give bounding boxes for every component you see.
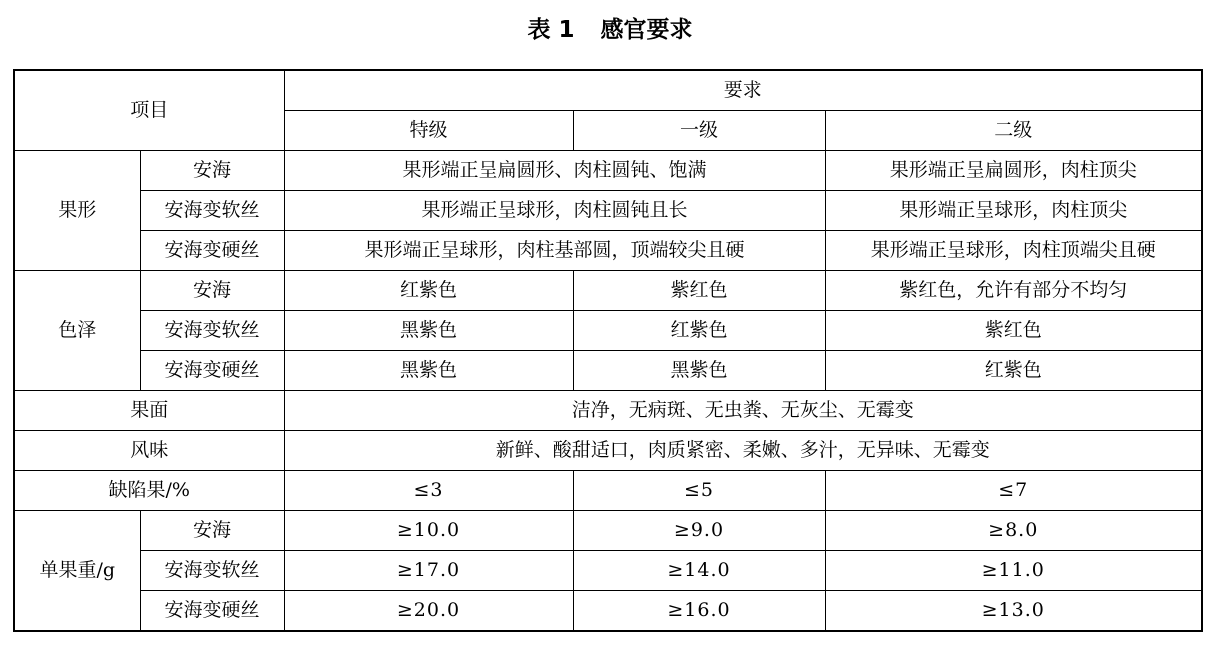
flavor-label: 风味 [14, 431, 284, 471]
table-row [14, 391, 1202, 431]
table-row [14, 471, 1202, 511]
header-row-1 [14, 70, 1202, 111]
table-cell: 紫红色 [825, 311, 1202, 351]
table-cell: ≥8.0 [825, 511, 1202, 551]
table-row [14, 511, 1202, 551]
table-row [14, 591, 1202, 632]
color-label: 色泽 [14, 271, 140, 391]
table-row [14, 271, 1202, 311]
grade-header-first: 一级 [573, 111, 825, 151]
shape-second: 果形端正呈球形，肉柱顶尖 [825, 191, 1202, 231]
table-cell: 红紫色 [284, 271, 573, 311]
table-cell: ≥11.0 [825, 551, 1202, 591]
shape-label: 果形 [14, 151, 140, 271]
table-row [14, 151, 1202, 191]
grade-header-second: 二级 [825, 111, 1202, 151]
shape-premium-first: 果形端正呈扁圆形、肉柱圆钝、饱满 [284, 151, 825, 191]
table-row [14, 351, 1202, 391]
table-cell: 紫红色，允许有部分不均匀 [825, 271, 1202, 311]
table-cell: 紫红色 [573, 271, 825, 311]
table-cell: ≤3 [284, 471, 573, 511]
table-row [14, 231, 1202, 271]
variety-cell: 安海变硬丝 [140, 351, 284, 391]
defect-label: 缺陷果/% [14, 471, 284, 511]
sensory-requirements-table [13, 69, 1203, 632]
surface-label: 果面 [14, 391, 284, 431]
table-cell: ≥17.0 [284, 551, 573, 591]
variety-cell: 安海变软丝 [140, 311, 284, 351]
table-cell: ≥14.0 [573, 551, 825, 591]
item-header: 项目 [14, 70, 284, 151]
variety-cell: 安海 [140, 271, 284, 311]
table-cell: ≥13.0 [825, 591, 1202, 632]
table-row [14, 551, 1202, 591]
table-row [14, 431, 1202, 471]
requirements-header: 要求 [284, 70, 1202, 111]
table-cell: ≤5 [573, 471, 825, 511]
weight-label: 单果重/g [14, 511, 140, 632]
variety-cell: 安海 [140, 151, 284, 191]
table-cell: ≥10.0 [284, 511, 573, 551]
table-number: 表 1 [527, 17, 575, 43]
table-row [14, 311, 1202, 351]
table-cell: ≥20.0 [284, 591, 573, 632]
table-cell: ≥16.0 [573, 591, 825, 632]
shape-premium-first: 果形端正呈球形，肉柱基部圆，顶端较尖且硬 [284, 231, 825, 271]
variety-cell: 安海变软丝 [140, 191, 284, 231]
variety-cell: 安海变硬丝 [140, 231, 284, 271]
table-cell: 黑紫色 [573, 351, 825, 391]
table-cell: ≥9.0 [573, 511, 825, 551]
variety-cell: 安海变软丝 [140, 551, 284, 591]
table-cell: 红紫色 [825, 351, 1202, 391]
table-row [14, 191, 1202, 231]
flavor-value: 新鲜、酸甜适口，肉质紧密、柔嫩、多汁，无异味、无霉变 [284, 431, 1202, 471]
table-cell: 红紫色 [573, 311, 825, 351]
table-title: 感官要求 [600, 17, 693, 43]
shape-premium-first: 果形端正呈球形，肉柱圆钝且长 [284, 191, 825, 231]
table-caption [0, 14, 1220, 46]
surface-value: 洁净，无病斑、无虫粪、无灰尘、无霉变 [284, 391, 1202, 431]
variety-cell: 安海 [140, 511, 284, 551]
variety-cell: 安海变硬丝 [140, 591, 284, 632]
table-cell: ≤7 [825, 471, 1202, 511]
grade-header-premium: 特级 [284, 111, 573, 151]
shape-second: 果形端正呈扁圆形，肉柱顶尖 [825, 151, 1202, 191]
shape-second: 果形端正呈球形，肉柱顶端尖且硬 [825, 231, 1202, 271]
table-cell: 黑紫色 [284, 311, 573, 351]
table-cell: 黑紫色 [284, 351, 573, 391]
